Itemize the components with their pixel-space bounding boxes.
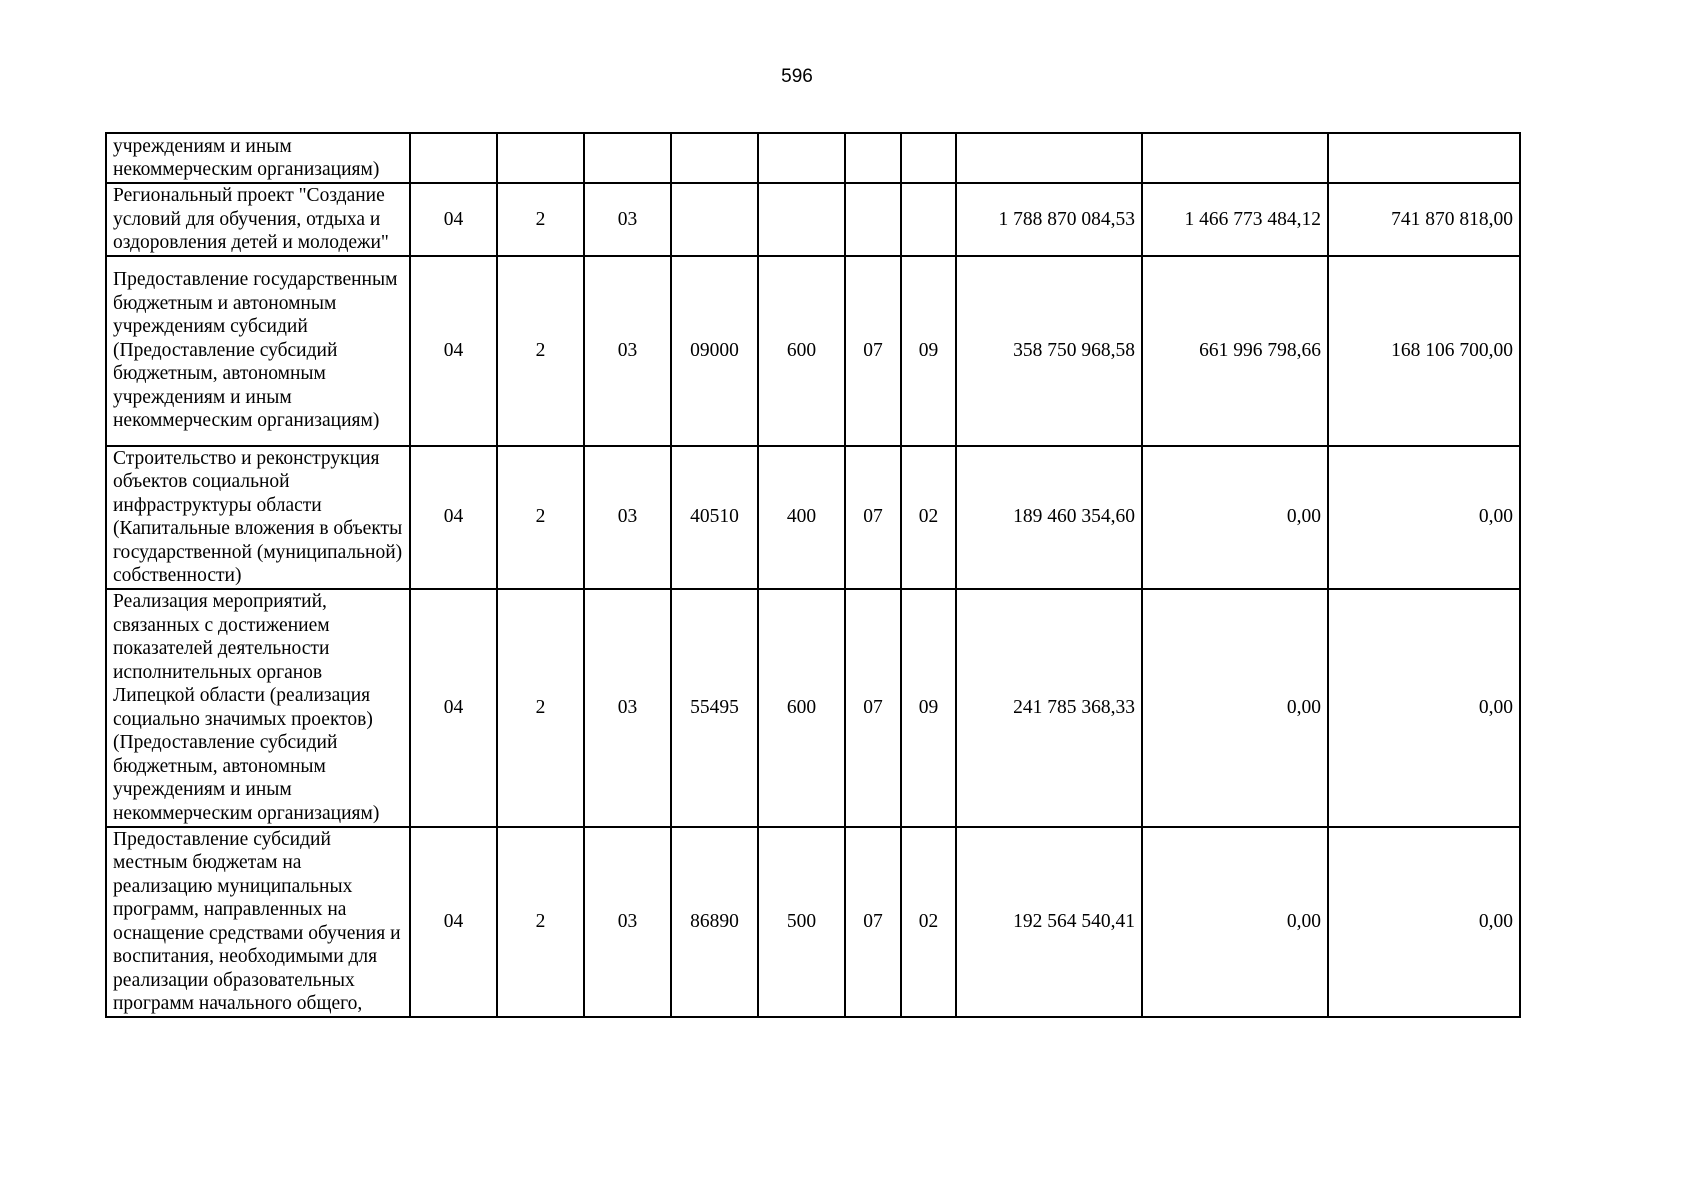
- project-code-cell: [584, 133, 671, 183]
- amount-year-3-cell: 741 870 818,00: [1328, 183, 1520, 256]
- direction-code-cell: 09000: [671, 256, 758, 446]
- amount-year-1-cell: 241 785 368,33: [956, 589, 1142, 827]
- section-code-cell: [845, 133, 901, 183]
- table-row: [106, 183, 1520, 256]
- table-row: [106, 827, 1520, 1017]
- budget-table: [105, 132, 1521, 1018]
- item-name-cell: Строительство и реконструкция объектов социальной инфраструктуры области (Капитальные вложения в объекты государственной (муниципальной) собственности): [106, 446, 410, 589]
- section-code-cell: 07: [845, 827, 901, 1017]
- program-code-cell: 04: [410, 183, 497, 256]
- section-code-cell: 07: [845, 589, 901, 827]
- expense-type-cell: 600: [758, 589, 845, 827]
- subsection-code-cell: 02: [901, 827, 956, 1017]
- amount-year-1-cell: [956, 133, 1142, 183]
- program-code-cell: 04: [410, 446, 497, 589]
- program-code-cell: 04: [410, 589, 497, 827]
- section-code-cell: [845, 183, 901, 256]
- subsection-code-cell: 02: [901, 446, 956, 589]
- amount-year-3-cell: 0,00: [1328, 589, 1520, 827]
- expense-type-cell: 500: [758, 827, 845, 1017]
- project-code-cell: 03: [584, 256, 671, 446]
- amount-year-1-cell: 192 564 540,41: [956, 827, 1142, 1017]
- subprogram-code-cell: 2: [497, 256, 584, 446]
- subsection-code-cell: 09: [901, 589, 956, 827]
- amount-year-2-cell: 661 996 798,66: [1142, 256, 1328, 446]
- section-code-cell: 07: [845, 446, 901, 589]
- direction-code-cell: 86890: [671, 827, 758, 1017]
- amount-year-1-cell: 189 460 354,60: [956, 446, 1142, 589]
- project-code-cell: 03: [584, 183, 671, 256]
- program-code-cell: 04: [410, 827, 497, 1017]
- page-number: 596: [781, 66, 813, 87]
- table-row: [106, 133, 1520, 183]
- amount-year-2-cell: 0,00: [1142, 827, 1328, 1017]
- subprogram-code-cell: 2: [497, 827, 584, 1017]
- amount-year-2-cell: 0,00: [1142, 446, 1328, 589]
- project-code-cell: 03: [584, 827, 671, 1017]
- project-code-cell: 03: [584, 589, 671, 827]
- subsection-code-cell: [901, 183, 956, 256]
- direction-code-cell: 55495: [671, 589, 758, 827]
- subprogram-code-cell: 2: [497, 183, 584, 256]
- subprogram-code-cell: 2: [497, 446, 584, 589]
- direction-code-cell: 40510: [671, 446, 758, 589]
- program-code-cell: 04: [410, 256, 497, 446]
- item-name-cell: Предоставление субсидий местным бюджетам на реализацию муниципальных программ, направленных на оснащение средствами обучения и воспитания, необходимыми для реализации образовательных программ начального общего,: [106, 827, 410, 1017]
- expense-type-cell: [758, 183, 845, 256]
- table-row: [106, 446, 1520, 589]
- expense-type-cell: [758, 133, 845, 183]
- subsection-code-cell: 09: [901, 256, 956, 446]
- program-code-cell: [410, 133, 497, 183]
- amount-year-2-cell: 1 466 773 484,12: [1142, 183, 1328, 256]
- expense-type-cell: 400: [758, 446, 845, 589]
- project-code-cell: 03: [584, 446, 671, 589]
- item-name-cell: учреждениям и иным некоммерческим организациям): [106, 133, 410, 183]
- amount-year-3-cell: 168 106 700,00: [1328, 256, 1520, 446]
- subsection-code-cell: [901, 133, 956, 183]
- item-name-cell: Региональный проект "Создание условий для обучения, отдыха и оздоровления детей и молодежи": [106, 183, 410, 256]
- section-code-cell: 07: [845, 256, 901, 446]
- subprogram-code-cell: 2: [497, 589, 584, 827]
- item-name-cell: Предоставление государственным бюджетным и автономным учреждениям субсидий (Предоставление субсидий бюджетным, автономным учреждениям и иным некоммерческим организациям): [106, 256, 410, 446]
- table-row: [106, 256, 1520, 446]
- amount-year-3-cell: 0,00: [1328, 827, 1520, 1017]
- direction-code-cell: [671, 183, 758, 256]
- expense-type-cell: 600: [758, 256, 845, 446]
- amount-year-3-cell: 0,00: [1328, 446, 1520, 589]
- amount-year-3-cell: [1328, 133, 1520, 183]
- item-name-cell: Реализация мероприятий, связанных с достижением показателей деятельности исполнительных органов Липецкой области (реализация социально значимых проектов) (Предоставление субсидий бюджетным, автономным учреждениям и иным некоммерческим организациям): [106, 589, 410, 827]
- amount-year-1-cell: 1 788 870 084,53: [956, 183, 1142, 256]
- amount-year-2-cell: 0,00: [1142, 589, 1328, 827]
- subprogram-code-cell: [497, 133, 584, 183]
- amount-year-2-cell: [1142, 133, 1328, 183]
- amount-year-1-cell: 358 750 968,58: [956, 256, 1142, 446]
- direction-code-cell: [671, 133, 758, 183]
- table-row: [106, 589, 1520, 827]
